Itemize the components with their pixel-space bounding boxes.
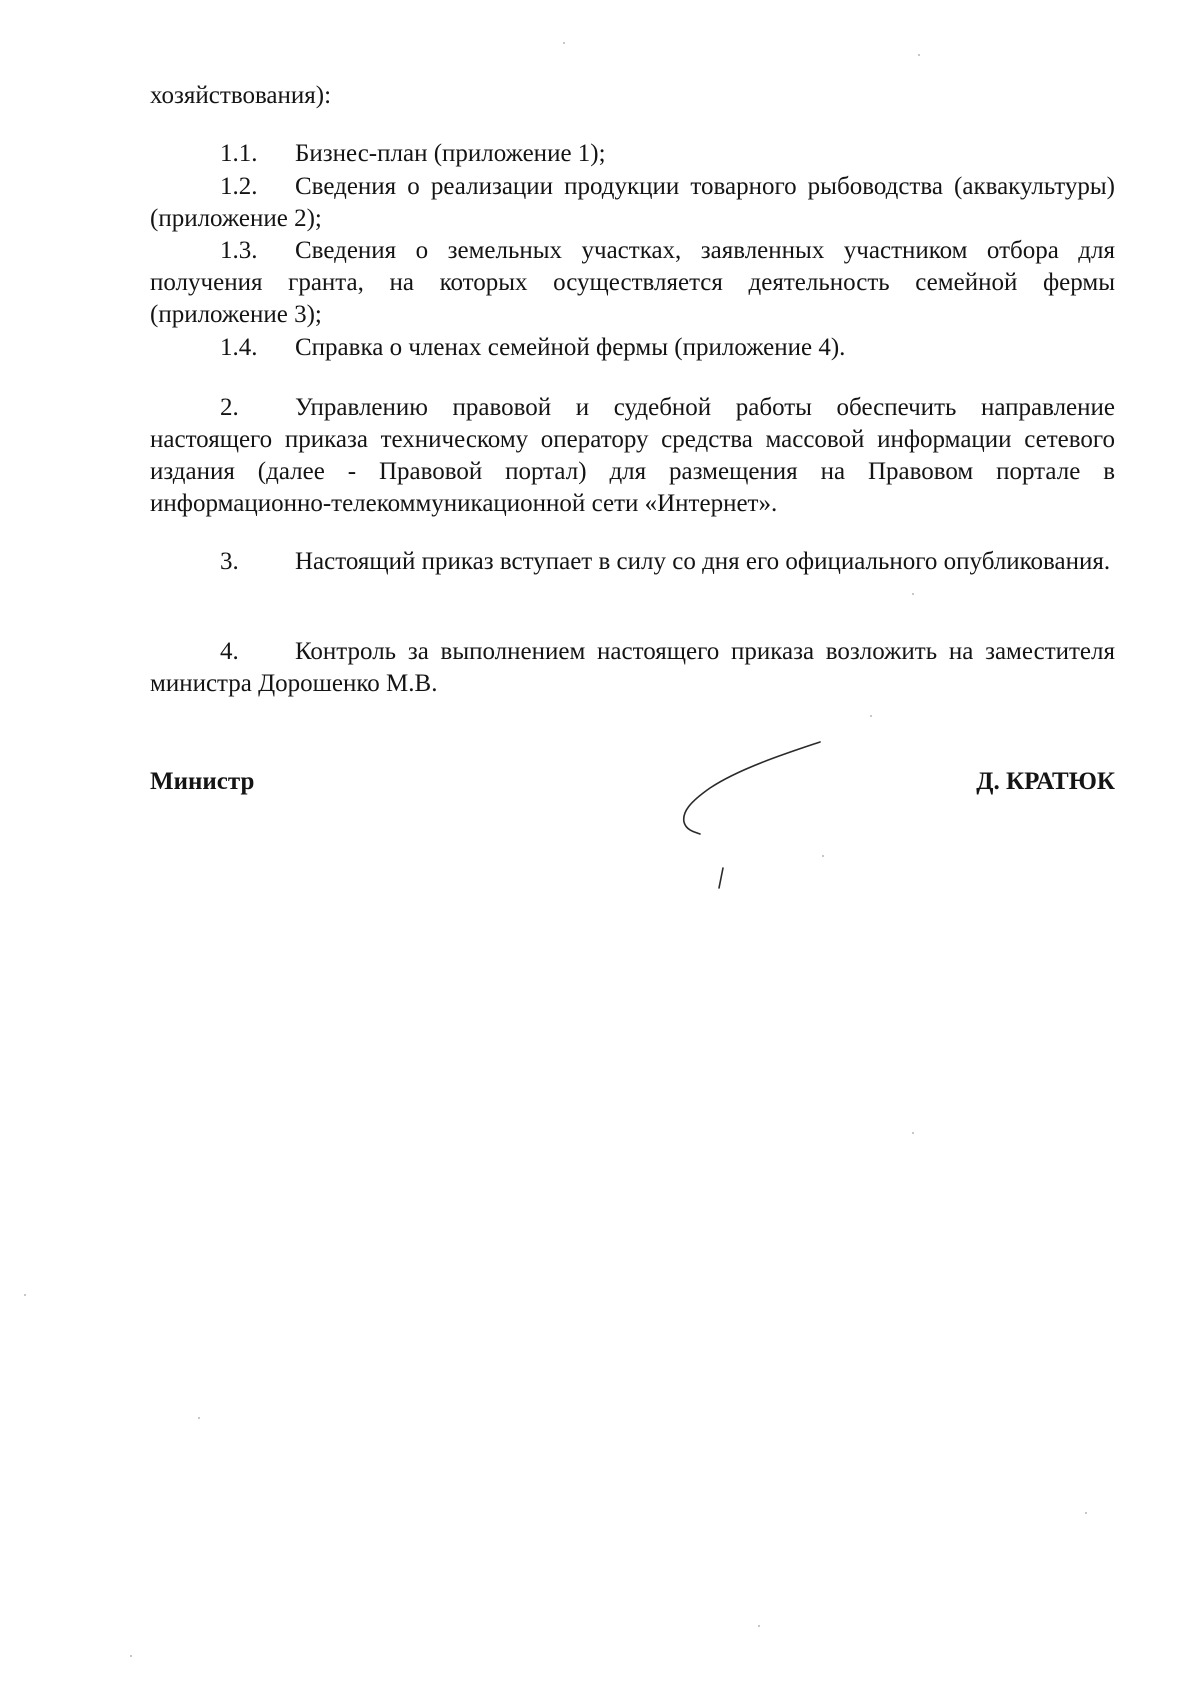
handwritten-signature [680, 740, 840, 900]
sub-item-number: 1.3. [220, 237, 258, 264]
item-text: Контроль за выполнением настоящего приказа возложить на заместителя министра Дорошенко М.В. [150, 638, 1115, 697]
sub-item-1-1 [150, 138, 1115, 170]
item-number: 3. [220, 548, 239, 575]
intro-tail-text: хозяйствования): [150, 82, 332, 109]
scan-speck [198, 1417, 200, 1419]
scan-speck [24, 1294, 26, 1296]
sub-item-number: 1.2. [220, 173, 258, 200]
sub-item-number: 1.4. [220, 334, 258, 361]
scan-speck [870, 715, 872, 717]
item-text: Настоящий приказ вступает в силу со дня его официального опубликования. [295, 548, 1111, 575]
signatory-position: Министр [150, 768, 255, 795]
item-text: Управлению правовой и судебной работы обеспечить направление настоящего приказа техническому оператору средства массовой информации сетевого издания (далее - Правовой портал) для размещения на Правовом портале в информационно-телекоммуникационной сети «Интернет». [150, 394, 1115, 517]
item-number: 4. [220, 638, 239, 665]
scan-speck [822, 855, 824, 857]
scan-speck [758, 1625, 760, 1627]
item-2 [150, 392, 1115, 520]
sub-item-number: 1.1. [220, 140, 258, 167]
item-number: 2. [220, 394, 239, 421]
sub-item-text: Сведения о реализации продукции товарного рыбоводства (аквакультуры) (приложение 2); [150, 173, 1115, 232]
signatory-name: Д. КРАТЮК [976, 768, 1115, 795]
scan-speck [918, 54, 920, 56]
sub-item-text: Бизнес-план (приложение 1); [295, 140, 606, 167]
scan-speck [912, 593, 914, 595]
scan-speck [1085, 1512, 1087, 1514]
scan-speck [912, 1132, 914, 1134]
sub-item-text: Сведения о земельных участках, заявленных участником отбора для получения гранта, на которых осуществляется деятельность семейной фермы (приложение 3); [150, 237, 1115, 328]
item-4 [150, 636, 1115, 700]
scan-speck [130, 1655, 132, 1657]
sub-item-1-4 [150, 332, 1115, 364]
sub-item-text: Справка о членах семейной фермы (приложение 4). [295, 334, 846, 361]
sub-item-1-2 [150, 171, 1115, 235]
sub-item-1-3 [150, 235, 1115, 331]
scan-speck [563, 42, 565, 44]
intro-tail [150, 80, 1115, 112]
item-3 [150, 546, 1115, 578]
